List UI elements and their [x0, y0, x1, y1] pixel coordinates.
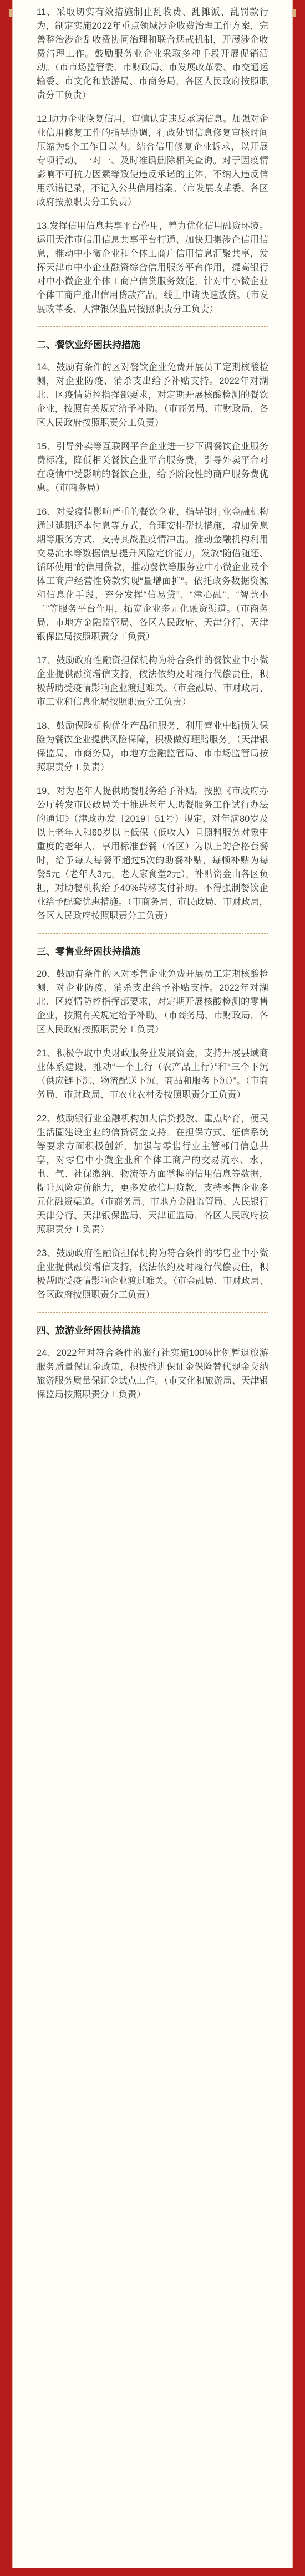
article-content — [37, 6, 268, 1412]
paragraph: 14、鼓励有条件的区对餐饮企业免费开展员工定期核酸检测，对企业防疫、消杀支出给予补贴支持。2022年对湖北、区疫情防控指挥部要求，对定期开展核酸检测的餐饮企业，按照有关规定给予补助。（市商务局、市财政局，各区人民政府按照职责分工负责） — [37, 362, 268, 428]
section-divider — [37, 326, 268, 327]
paragraph: 18、鼓励保险机构优化产品和服务，利用营业中断损失保险为餐饮企业提供风险保障，积极做好理赔服务。（天津银保监局、市商务局，市地方金融监管局、市市场监管局按照职责分工负责） — [37, 721, 268, 772]
section-heading: 二、餐饮业纾困扶持措施 — [37, 340, 140, 350]
paragraph: 21、积极争取中央财政服务业发展资金，支持开展县域商业体系建设，推动“一个上行（农产品上行）”和“三个下沉（供应链下沉、物流配送下沉、商品和服务下沉）”。（市商务局、市财政局、市农业农村委按照职责分工负责） — [37, 1048, 268, 1100]
paragraph: 19、对为老年人提供助餐服务给予补贴。按照《市政府办公厅转发市民政局关于推进老年人助餐服务工作试行办法的通知》（津政办发〔2019〕51号）规定，对年满80岁及以上老年人和60岁以上低保（低收入）且照料服务对象中重度的老年人，享用标准套餐（各区）为以上的合格套餐时，给予每人每餐不超过5次的助餐补贴，每顿补贴为每餐5元（老年人3元，老人家食堂2元），补贴资金由各区负担，对助餐机构给予40%转移支付补助。不得强制餐饮企业给予配套优惠措施。（市商务局、市民政局、市财政局，各区人民政府按照职责分工负责） — [37, 786, 268, 921]
paragraph: 20、鼓励有条件的区对零售企业免费开展员工定期核酸检测，对企业防疫、消杀支出给予补贴支持。2022年对湖北、区疫情防控指挥部要求，对定期开展核酸检测的零售企业，按照有关规定给予补助。（市商务局、市财政局，各区人民政府按照职责分工负责） — [37, 969, 268, 1035]
section-divider — [37, 1312, 268, 1313]
bottom-border — [0, 2568, 305, 2576]
paragraph: 13.发挥信用信息共享平台作用，着力优化信用融资环境。运用天津市信用信息共享平台打通、加快归集涉企信用信息，推动中小微企业和个体工商户信用信息汇聚共享，发挥天津市中小企业融资综合信用服务平台作用，提高银行对中小微企业个体工商户信贷服务效能。针对中小微企业个体工商户推出信用贷款产品，线上申请快速放贷。（市发展改革委、天津银保监局按照职责分工负责） — [37, 221, 268, 314]
paragraph: 24、2022年对符合条件的旅行社实施100%比例暂退旅游服务质量保证金政策，积极推进保证金保险替代现金交纳旅游服务质量保证金试点工作。（市文化和旅游局、天津银保监局按照职责分工负责） — [37, 1348, 268, 1400]
article-paper — [12, 0, 293, 2576]
section-heading: 四、旅游业纾困扶持措施 — [37, 1325, 140, 1336]
section-heading: 三、零售业纾困扶持措施 — [37, 946, 140, 957]
paragraph: 22、鼓励银行业金融机构加大信贷投放、重点培育，便民生活圈建设企业的信贷资金支持。在担保方式、征信系统等要求方面积极创新，加强与零售行业主管部门信息共享，对零售中小微企业和个体工商户的交易流水、水、电、气、社保缴纳、物流等方面掌握的信用信息等数据，提升风险定价能力，更多发放信用贷款，支持零售企业多元化融资渠道。（市商务局、市地方金融监管局、人民银行天津分行、天津银保监局、天津证监局，各区人民政府按照职责分工负责） — [37, 1114, 268, 1235]
section-divider — [37, 933, 268, 934]
paragraph: 12.助力企业恢复信用，审慎认定违反承诺信息。加强对企业信用修复工作的指导协调，行政处罚信息修复审核时间压缩为5个工作日以内。结合信用修复企业诉求，以开展专项行动、一对一、及时准确删除相关查询。对于因疫情影响不可抗力因素等致使违反承诺的主体，不纳入违反信用承诺记录，不记入公共信用档案。（市发展改革委、各区政府按照职责分工负责） — [37, 114, 268, 207]
paragraph: 11、采取切实有效措施制止乱收费、乱摊派、乱罚款行为，制定实施2022年重点领域涉企收费治理工作方案，完善整治涉企乱收费协同治理和联合惩戒机制，开展涉企收费清理工作。鼓励服务业企业采取多种手段开展促销活动。（市市场监管委、市财政局、市发展改革委、市交通运输委、市文化和旅游局、市商务局，各区人民政府按照职责分工负责） — [37, 7, 268, 100]
paragraph: 16、对受疫情影响严重的餐饮企业，指导银行业金融机构通过延期还本付息等方式，合理安排帮扶措施，增加免息期等服务方式，支持其战胜疫情冲击。推动金融机构利用交易流水等数据信息提升风险定价能力，发放“随借随还、循环使用”的信用贷款，推动餐饮等服务业中小微企业及个体工商户经营性贷款实现“量增面扩”。依托政务数据资源和信息化手段，充分发挥“信易贷”、“津心融”、“智慧小二”等服务平台作用，拓宽企业多元化融资渠道。（市商务局、市地方金融监管局、各区人民政府、天津分行、天津银保监局按照职责分工负责） — [37, 507, 268, 642]
paragraph: 23、鼓励政府性融资担保机构为符合条件的零售业中小微企业提供融资增信支持，依法依约及时履行代偿责任，积极帮助受疫情影响企业渡过难关。（市金融局、市财政局、各区政府按照职责分工负责） — [37, 1248, 268, 1300]
paragraph: 15、引导外卖等互联网平台企业进一步下调餐饮企业服务费标准，降低相关餐饮企业平台服务费，引导外卖平台对在疫情中受影响的餐饮企业，给予阶段性的商户服务费优惠。（市商务局） — [37, 442, 268, 493]
paragraph: 17、鼓励政府性融资担保机构为符合条件的餐饮业中小微企业提供融资增信支持，依法依约及时履行代偿责任，积极帮助受疫情影响企业渡过难关。（市金融局、市财政局、市工业和信息化局按照职责分工负责） — [37, 655, 268, 707]
